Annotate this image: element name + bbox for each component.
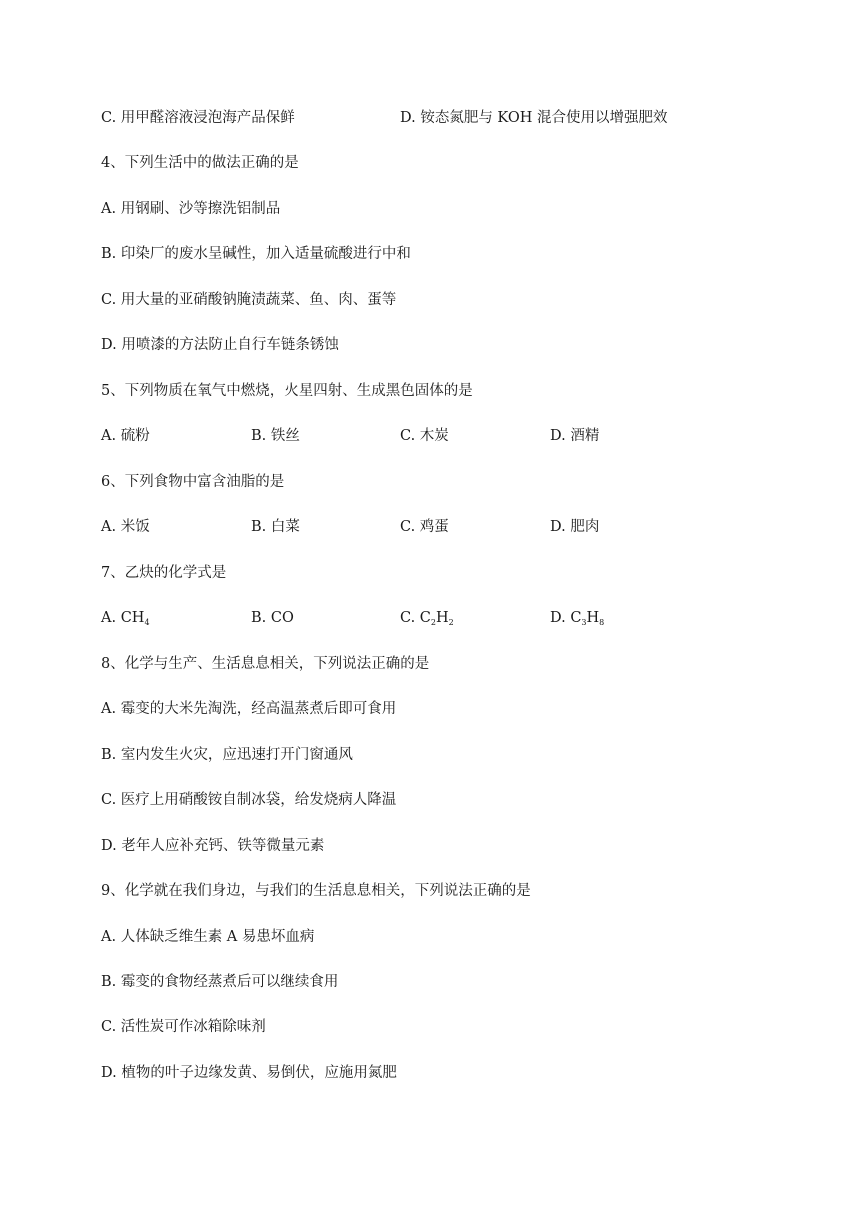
q4-stem: 4、下列生活中的做法正确的是 [101, 155, 299, 171]
q7-d-mid: H [586, 610, 600, 626]
q4-option-b: B. 印染厂的废水呈碱性，加入适量硫酸进行中和 [101, 246, 411, 262]
q7-option-d [550, 608, 604, 628]
q7-option-c [400, 608, 454, 628]
q8-option-d: D. 老年人应补充钙、铁等微量元素 [101, 838, 325, 854]
q5-stem: 5、下列物质在氧气中燃烧，火星四射、生成黑色固体的是 [101, 383, 473, 399]
q8-option-b: B. 室内发生火灾，应迅速打开门窗通风 [101, 747, 353, 763]
q6-option-c: C. 鸡蛋 [400, 519, 449, 535]
q7-d-text: D. C [550, 610, 582, 626]
q8-option-c: C. 医疗上用硝酸铵自制冰袋，给发烧病人降温 [101, 792, 397, 808]
q4-option-a: A. 用钢刷、沙等擦洗铝制品 [101, 201, 281, 217]
q7-stem: 7、乙炔的化学式是 [101, 565, 227, 581]
q5-option-d: D. 酒精 [550, 428, 600, 444]
q5-option-c: C. 木炭 [400, 428, 449, 444]
q5-option-a: A. 硫粉 [101, 428, 150, 444]
q8-stem: 8、化学与生产、生活息息相关，下列说法正确的是 [101, 656, 430, 672]
q7-a-sub: 4 [144, 618, 150, 627]
q6-stem: 6、下列食物中富含油脂的是 [101, 474, 285, 490]
q5-option-b: B. 铁丝 [251, 428, 300, 444]
q7-d-sub1: 3 [581, 618, 587, 627]
q8-option-a: A. 霉变的大米先淘洗，经高温蒸煮后即可食用 [101, 701, 397, 717]
q7-option-b [251, 608, 294, 628]
q3-option-d: D. 铵态氮肥与 KOH 混合使用以增强肥效 [400, 110, 668, 126]
q7-a-text: A. CH [101, 610, 145, 626]
q6-option-d: D. 肥肉 [550, 519, 600, 535]
q9-stem: 9、化学就在我们身边，与我们的生活息息相关，下列说法正确的是 [101, 883, 531, 899]
q9-option-b: B. 霉变的食物经蒸煮后可以继续食用 [101, 974, 339, 990]
q7-c-text: C. C [400, 610, 431, 626]
q4-option-d: D. 用喷漆的方法防止自行车链条锈蚀 [101, 337, 339, 353]
q7-c-mid: H [435, 610, 449, 626]
q6-option-a: A. 米饭 [101, 519, 150, 535]
q7-d-sub2: 8 [599, 618, 605, 627]
q9-option-c: C. 活性炭可作冰箱除味剂 [101, 1019, 266, 1035]
q7-c-sub2: 2 [448, 618, 454, 627]
q7-c-sub1: 2 [430, 618, 436, 627]
q4-option-c: C. 用大量的亚硝酸钠腌渍蔬菜、鱼、肉、蛋等 [101, 292, 397, 308]
q9-option-a: A. 人体缺乏维生素 A 易患坏血病 [101, 929, 315, 945]
q3-option-c: C. 用甲醛溶液浸泡海产品保鲜 [101, 110, 295, 126]
q7-option-a [101, 608, 150, 628]
q6-option-b: B. 白菜 [251, 519, 300, 535]
q9-option-d: D. 植物的叶子边缘发黄、易倒伏，应施用氮肥 [101, 1065, 397, 1081]
q7-b-text: B. CO [251, 610, 294, 626]
